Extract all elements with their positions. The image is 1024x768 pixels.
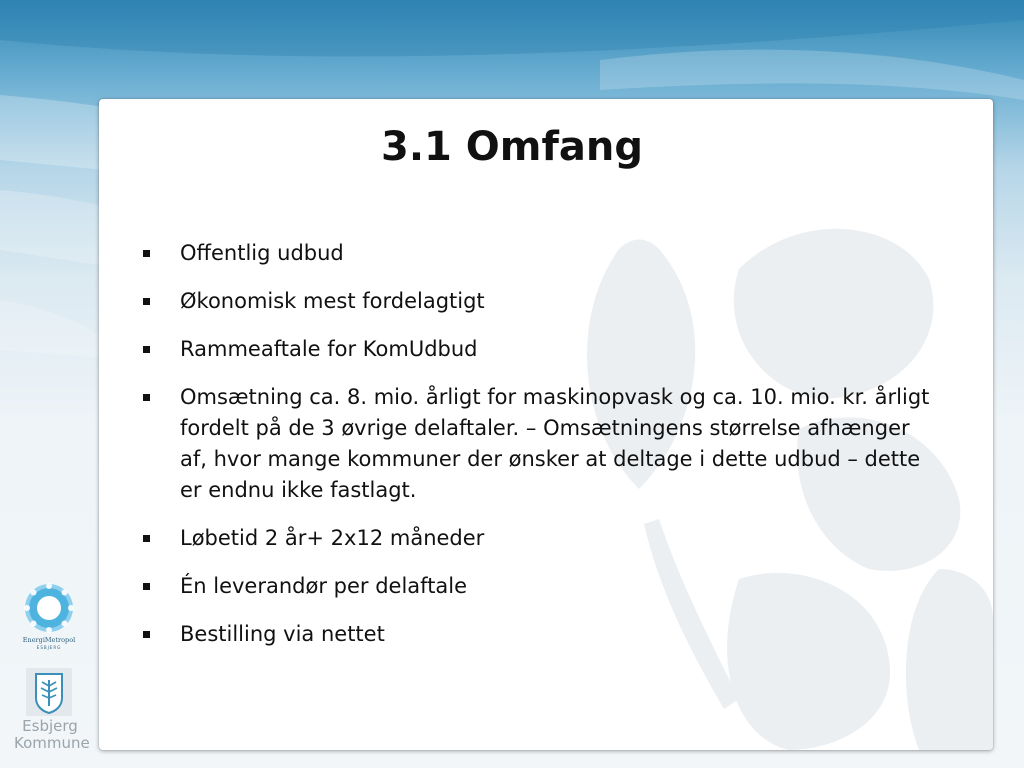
square-bullet-icon [143,298,150,305]
list-item [140,619,940,650]
square-bullet-icon [143,250,150,257]
bullet-text: Økonomisk mest fordelagtigt [180,289,485,313]
bullet-text: Rammeaftale for KomUdbud [180,337,478,361]
bullet-text: Omsætning ca. 8. mio. årligt for maskinopvask og ca. 10. mio. kr. årligt fordelt på de 3 øvrige delaftaler. – Omsætningens størrelse afhænger af, hvor mange kommuner der ønsker at deltage i dette udbud – dette er endnu ikke fastlagt. [180,385,930,502]
bullet-text: Bestilling via nettet [180,622,385,646]
sun-circle-logo-icon [18,580,80,636]
square-bullet-icon [143,535,150,542]
list-item [140,523,940,554]
esbjerg-kommune-text [14,717,90,752]
list-item [140,571,940,602]
slide-title: 3.1 Omfang [381,124,643,170]
esbjerg-line1: Esbjerg [22,717,78,735]
bullet-text: Løbetid 2 år+ 2x12 måneder [180,526,485,550]
list-item [140,334,940,365]
bullet-text: Én leverandør per delaftale [180,574,468,598]
square-bullet-icon [143,631,150,638]
square-bullet-icon [143,394,150,401]
bullet-text: Offentlig udbud [180,241,344,265]
esbjerg-line2: Kommune [14,734,90,752]
bullet-list [140,238,940,667]
tree-crest-icon [26,668,72,716]
square-bullet-icon [143,346,150,353]
energimetropol-logo [18,580,80,652]
esbjerg-kommune-logo [14,666,90,756]
list-item [140,238,940,269]
list-item [140,382,940,506]
energimetropol-subtitle: ESBJERG [36,645,62,650]
list-item [140,286,940,317]
energimetropol-name: EnergiMetropol [22,636,76,644]
square-bullet-icon [143,583,150,590]
